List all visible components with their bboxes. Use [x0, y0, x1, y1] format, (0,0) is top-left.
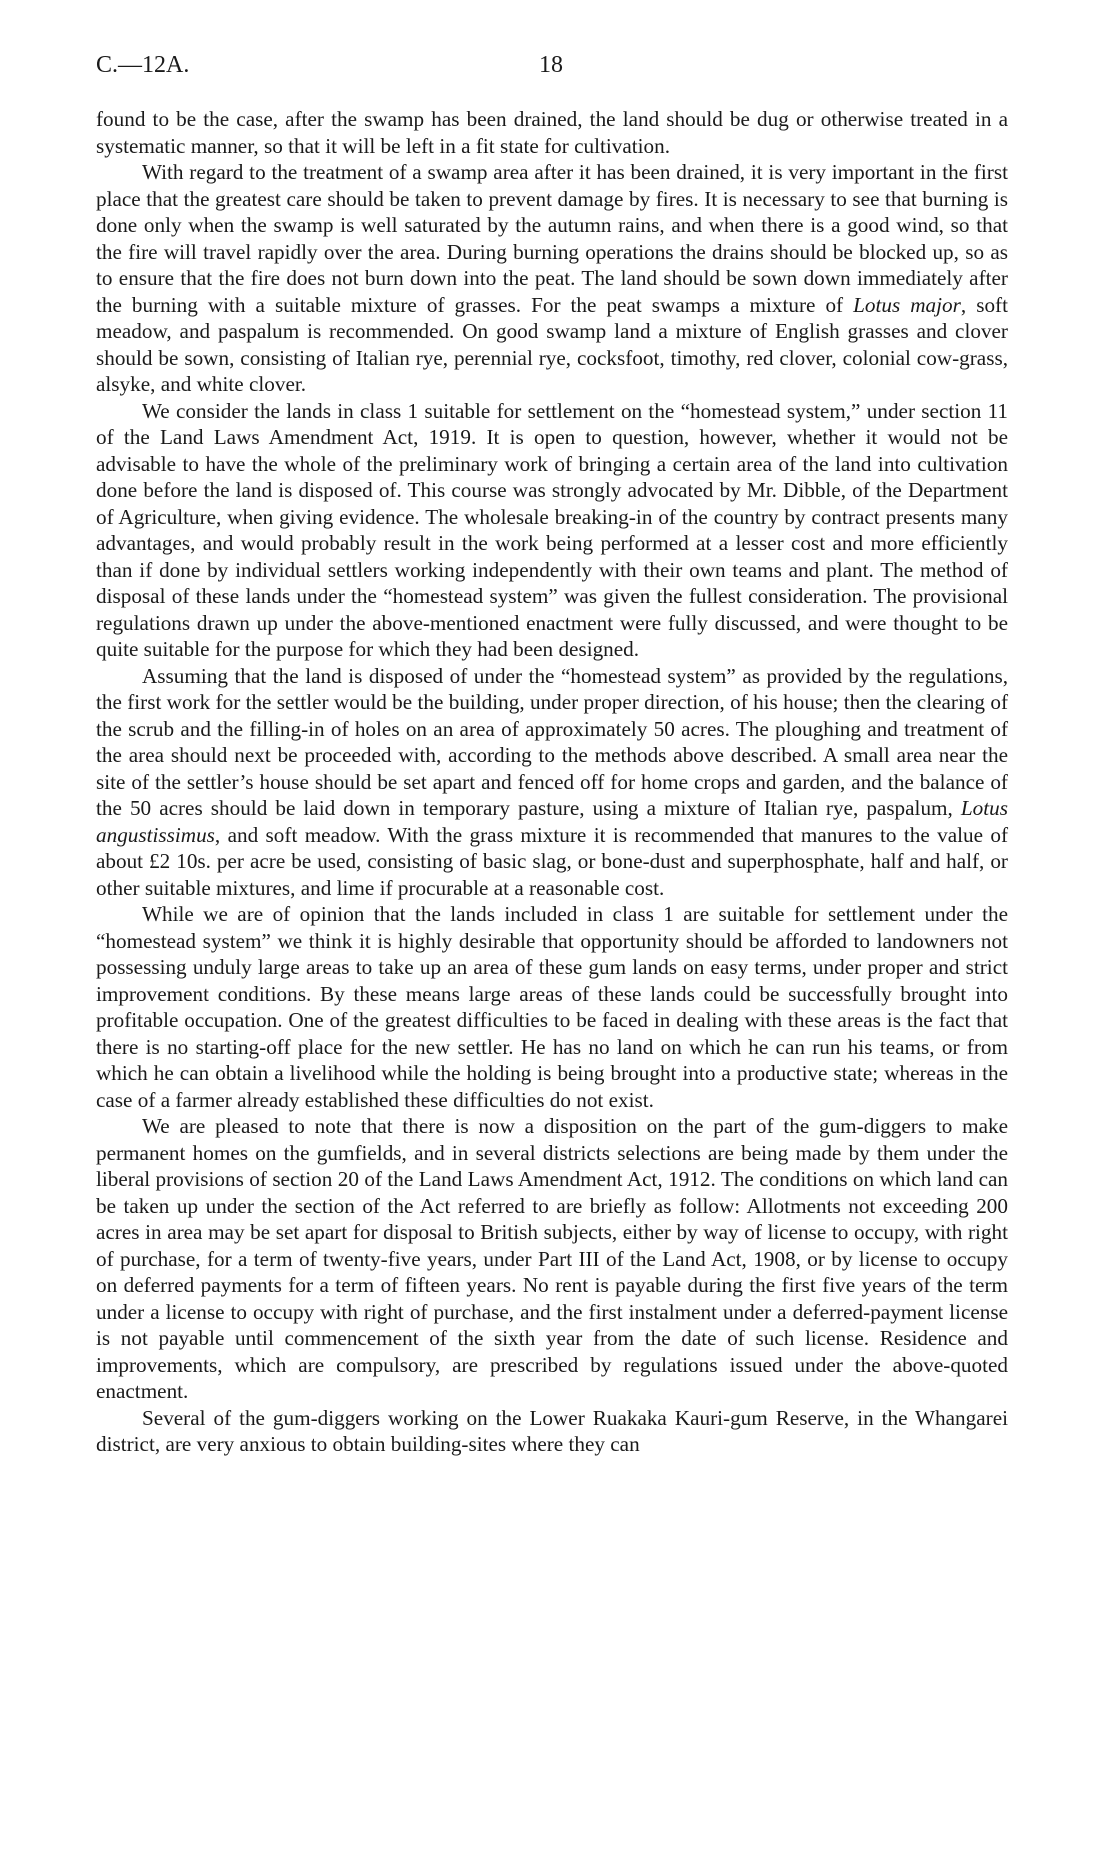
paragraph-text: found to be the case, after the swamp has been drained, the land should be dug or otherwise treated in a systematic manner, so that it will be left in a fit state for cultivation.: [96, 107, 1008, 158]
paragraph: [96, 1113, 1008, 1405]
paragraph-text: , soft meadow, and paspalum is recommended. On good swamp land a mixture of English grasses and clover should be sown, consisting of Italian rye, perennial rye, cocksfoot, timothy, red clover, colonial cow-grass, alsyke, and white clover.: [96, 292, 1009, 396]
page-number: 18: [539, 52, 563, 78]
page-header: [96, 52, 1006, 86]
document-reference: C.—12A.: [96, 52, 190, 78]
paragraph-text: We consider the lands in class 1 suitable for settlement on the “homestead system,” under section 11 of the Land Laws Amendment Act, 1919. It is open to question, however, whether it would not be advisable to have the whole of the preliminary work of bringing a certain area of the land into cultivation done before the land is disposed of. This course was strongly advocated by Mr. Dibble, of the Department of Agriculture, when giving evidence. The wholesale breaking-in of the country by contract presents many advantages, and would probably result in the work being performed at a lesser cost and more efficiently than if done by individual settlers working independently with their own teams and plant. The method of disposal of these lands under the “homestead system” was given the fullest consideration. The provisional regulations drawn up under the above-mentioned enactment were fully discussed, and were thought to be quite suitable for the purpose for which they had been designed.: [96, 398, 1008, 661]
paragraph: [96, 106, 1008, 159]
paragraph-text: Several of the gum-diggers working on the Lower Ruakaka Kauri-gum Reserve, in the Whangarei district, are very anxious to obtain building-sites where they can: [96, 1405, 1008, 1456]
italic-text: Lotus major: [853, 292, 961, 317]
paragraph: [96, 159, 1008, 398]
paragraph-text: We are pleased to note that there is now a disposition on the part of the gum-diggers to make permanent homes on the gumfields, and in several districts selections are being made by them under the liberal provisions of section 20 of the Land Laws Amendment Act, 1912. The conditions on which land can be taken up under the section of the Act referred to are briefly as follow: Allotments not exceeding 200 acres in area may be set apart for disposal to British subjects, either by way of license to occupy, with right of purchase, for a term of twenty-five years, under Part III of the Land Act, 1908, or by license to occupy on deferred payments for a term of fifteen years. No rent is payable during the first five years of the term under a license to occupy with right of purchase, and the first instalment under a deferred-payment license is not payable until commencement of the sixth year from the date of such license. Residence and improvements, which are compulsory, are prescribed by regulations issued under the above-quoted enactment.: [96, 1114, 1008, 1403]
paragraph: [96, 398, 1008, 663]
paragraph-text: While we are of opinion that the lands included in class 1 are suitable for settlement under the “homestead system” we think it is highly desirable that opportunity should be afforded to landowners not possessing unduly large areas to take up an area of these gum lands on easy terms, under proper and strict improvement conditions. By these means large areas of these lands could be successfully brought into profitable occupation. One of the greatest difficulties to be faced in dealing with these areas is the fact that there is no starting-off place for the new settler. He has no land on which he can run his teams, or from which he can obtain a livelihood while the holding is being brought into a productive state; whereas in the case of a farmer already established these difficulties do not exist.: [96, 902, 1008, 1112]
paragraph: [96, 901, 1008, 1113]
italic-text: Lotus angustissimus: [96, 796, 1008, 847]
body-text: [96, 106, 1008, 1458]
paragraph: [96, 1405, 1008, 1458]
paragraph-text: , and soft meadow. With the grass mixture it is recommended that manures to the value of about £2 10s. per acre be used, consisting of basic slag, or bone-dust and superphosphate, half and half, or other suitable mixtures, and lime if procurable at a reasonable cost.: [96, 822, 1008, 900]
paragraph-text: With regard to the treatment of a swamp area after it has been drained, it is very important in the first place that the greatest care should be taken to prevent damage by fires. It is necessary to see that burning is done only when the swamp is well saturated by the autumn rains, and when there is a good wind, so that the fire will travel rapidly over the area. During burning operations the drains should be blocked up, so as to ensure that the fire does not burn down into the peat. The land should be sown down immediately after the burning with a suitable mixture of grasses. For the peat swamps a mixture of: [96, 160, 1008, 317]
paragraph: [96, 663, 1008, 902]
paragraph-text: Assuming that the land is disposed of under the “homestead system” as provided by the regulations, the first work for the settler would be the building, under proper direction, of his house; then the clearing of the scrub and the filling-in of holes on an area of approximately 50 acres. The ploughing and treatment of the area should next be proceeded with, according to the methods above described. A small area near the site of the settler’s house should be set apart and fenced off for home crops and garden, and the balance of the 50 acres should be laid down in temporary pasture, using a mixture of Italian rye, paspalum,: [96, 663, 1008, 820]
